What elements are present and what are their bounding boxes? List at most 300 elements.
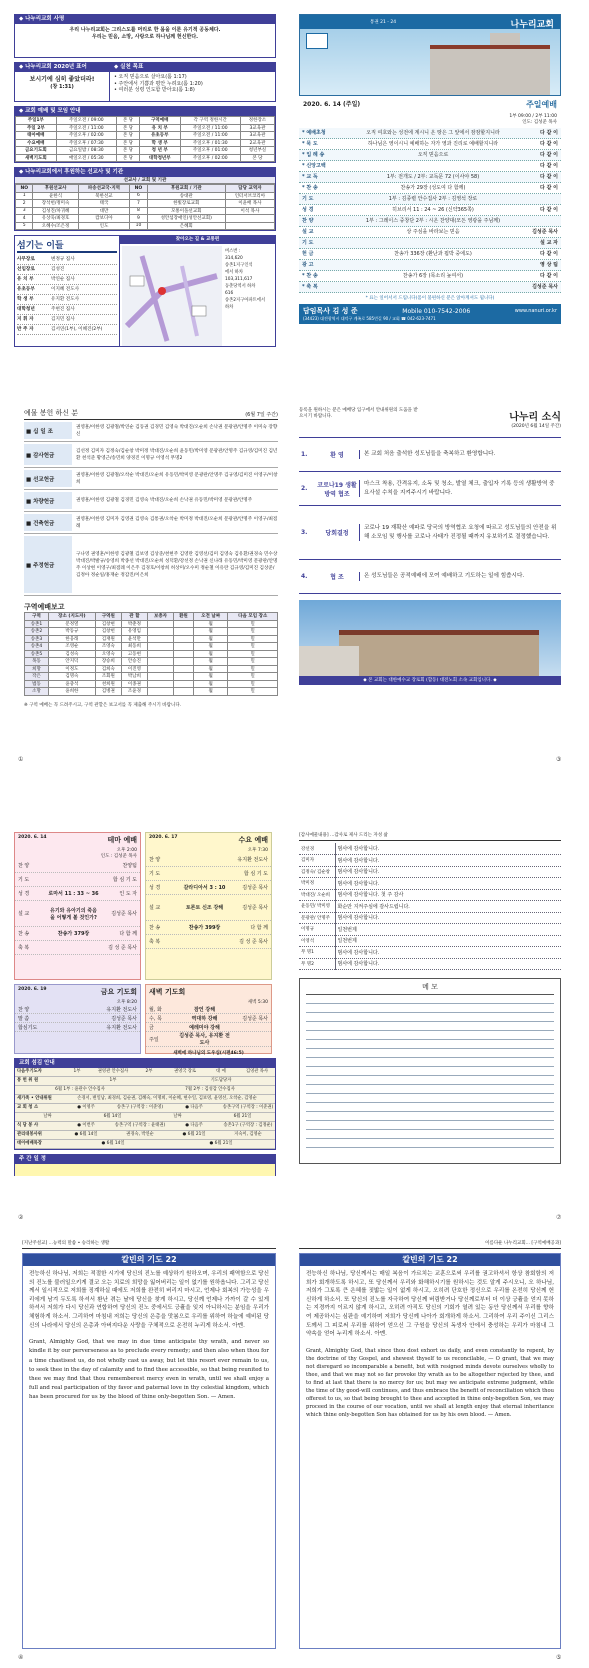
mission-cell: 캄보디아	[78, 215, 130, 223]
staff-row	[17, 325, 117, 335]
cell-value: 월	[193, 665, 228, 673]
order-person: 다 같 이	[540, 185, 558, 191]
box-line	[15, 887, 140, 901]
worship-cell: 주일오전 / 11:00	[56, 124, 116, 132]
news-body: 코로나 19 재확산 예파로 당국의 방역협조 요청에 따르고 성도님들의 안전을 위해 소모임 및 행사를 코로나 사태가 진정될 때까지 유보하기로 결정했습니다.	[359, 524, 559, 541]
cell-value: 송촌3	[25, 635, 49, 643]
box-line-label: 축 복	[18, 945, 30, 951]
news-heading: 당회결정	[325, 530, 349, 537]
worship-table	[15, 116, 275, 162]
box-line	[146, 1014, 271, 1023]
mission-cell: 4	[16, 215, 33, 223]
staff-role: 사무장로	[17, 257, 35, 262]
cell-value: 박남희	[121, 673, 147, 681]
motto-text: 보시기에 심히 좋았더라!	[29, 76, 95, 83]
worship-cell: 본 당	[116, 154, 139, 162]
cell-value: 밀	[228, 658, 278, 666]
thanks-row	[299, 924, 561, 936]
cell-row	[25, 643, 278, 651]
cell-value: 밀	[228, 620, 278, 628]
thanks-name: 김정숙/ 김순창	[299, 866, 335, 878]
order-content: 오직 여호와는 성전에 계시니 온 땅은 그 앞에서 잠잠할지니라	[366, 130, 500, 136]
prayer-left-english: Grant, Almighty God, that we may in due time anticipate thy wrath, and never so kindle it by our perverseness as to preclude every remedy; and then also when thou for a time chastisest us, do not wholly cast us away, but let this resort ever remain to us, to seek thee in the day of calamity and to find thee accessible, so that being reunited to thee we may find that thou rememberest mercy even in wrath, until we shall enjoy a full and real participation of thy favor and paternal love in thy celestial kingdom, which has been procured for us by the blood of thine only-begotten Son. — Amen.	[29, 1339, 269, 1401]
cell-value: 법동	[25, 680, 49, 688]
order-person: 김성준 목사	[532, 229, 558, 235]
serve-cell: 권영관 안수집사	[97, 1069, 129, 1074]
memo-lines	[306, 995, 554, 1148]
thanks-name: 이영석	[299, 935, 335, 947]
serve-cell: 송촌1구 (구역장 : 김정운)	[223, 1123, 273, 1128]
box-leader: 인도 : 김성준 목사	[100, 854, 137, 859]
box-line-label: 찬 양	[18, 1006, 30, 1013]
cell-value: 김성숙	[48, 650, 95, 658]
church-logo	[306, 33, 328, 49]
serve-row	[15, 1113, 275, 1122]
mission-row	[16, 222, 275, 230]
thanks-reason: 범사에 감사합니다.	[335, 843, 561, 855]
thanks-reason: 범사에 감사합니다.	[335, 958, 561, 970]
box-line	[15, 1023, 140, 1032]
thanks-row	[299, 878, 561, 890]
church-name: 나누리교회	[510, 20, 554, 30]
standing-note: * 표는 일어서서 드립니다(몸이 불편하신 분은 앉아계셔도 됩니다)	[365, 296, 495, 301]
serve-cell: 대 예	[216, 1069, 226, 1074]
issue-number: 통권 21 - 24	[370, 20, 397, 25]
order-item: 광 고	[302, 262, 314, 268]
news-body: 마스크 착용, 간격유지, 소독 및 청소, 발열 체크, 출입자 기록 등의 생활방역 중요사설 수칙을 지켜주시기 바랍니다.	[359, 480, 559, 497]
service-date: 2020. 6. 14 (주일)	[303, 101, 361, 108]
thanks-name: 강선경	[299, 843, 335, 855]
box-line-label: 합심기도	[18, 1024, 38, 1031]
mission-cell	[225, 215, 274, 223]
cell-value	[174, 650, 194, 658]
box-line	[15, 927, 140, 941]
staff-row	[17, 255, 117, 265]
order-row	[299, 227, 561, 238]
memo-line	[306, 1004, 554, 1013]
section-bar-motto: ◆ 나누리교회 2020년 표어	[15, 63, 109, 72]
cell-value: 월	[193, 680, 228, 688]
box-header	[15, 985, 140, 999]
mission-cell: 이윤배 목사	[225, 200, 274, 208]
box-line-person: 유지환 전도사	[106, 1024, 137, 1031]
mission-cell: 태국	[78, 200, 130, 208]
thanks-reason: 일천번제	[335, 924, 561, 936]
order-content	[347, 260, 519, 270]
bus-info-line: 버스번 :	[225, 249, 241, 254]
staff-name: 김성진	[51, 267, 65, 272]
box-line-content: 역대하 강해	[191, 1015, 218, 1022]
cell-value: 조영순	[48, 643, 95, 651]
serve-cell: 식 당 봉 사	[17, 1123, 39, 1128]
dawn-prayer-box	[145, 984, 272, 1054]
box-line-person: 다 함 께	[119, 931, 137, 937]
page-number: ⑤	[556, 1654, 562, 1661]
prayer-right-english: Grant, Almighty God, that since thou dost exhort us daily, and even constantly to repent, by the doctrine of thy Gospel, and shewest thyself to us reconcilable, — O grant, that we may not disregard so incomparable a benefit, but with resigned minds devote ourselves wholly to thee, and that we may not so far provoke thy wrath as to be altogether rejected by thee, and to find at last that there is no mercy for us; but may we anticipate extreme judgment, while the time of thy good-will continues, and thus embrace the benefit of reconciliation which thou offerest to us, so that being brought to thee and accepted in thine only-begotten Son, we may proceed in the course of our vocation, until we shall at length enjoy that eternal inheritance which thine only-begotten Son has obtained for us by his own blood. — Amen.	[306, 1347, 554, 1418]
bus-info-line: 송촌1지구인석	[225, 263, 253, 268]
offering-title: 예물 봉헌 하신 분	[24, 409, 79, 417]
box-line-content: 잠언 강해	[193, 1006, 216, 1013]
prayer-right-korean: 전능하신 하나님, 당신께서는 매일 복음이 가르치는 교훈으로써 우리를 권고하셔서 항상 참회함의 저희가 회개하도록 하시고, 또 당신께서 우리와 화해하시기를 원하시는 것도 알게 주시오니, 오 하나님, 저희가 그토록 큰 은혜를 짓밟는 일이 없게 하시고, 오히려 단호한 정신으로 우리를 온전히 당신께 헌신하게 하소서. 또 당신의 진노를 자극하여 당신께 버림받거나 당신께로부터 더 이상 긍휼을 얻지 못하는 지경까지 이르지 않게 하시고, 오히려 아직도 당신의 기회가 열려 있는 동안 당신께서 우리를 향하여 제공하시는 심판을 예기하며 저희가 당신께 나아가 회개하게 하소서. 그리하여 우리 주이신 그리스도께서 그 피로써 우리를 위하여 얻으신 그 구원을 당신의 독생자 안에서 충성하는 우리가 마침내 그 약속을 얻어 누리게 하소서. 아멘.	[306, 1271, 554, 1338]
cell-value: 송촌2	[25, 628, 49, 636]
mission-cell	[225, 222, 274, 230]
order-person: 다 같 이	[540, 207, 558, 213]
cell-footnote: ※ 구역 예배는 꼭 드려주시고, 구역 관할은 보고서를 꼭 제출해 주시기 바랍니다.	[24, 702, 182, 708]
order-item: 기 도	[302, 196, 314, 202]
news-heading: 환 영	[330, 452, 344, 459]
box-line	[146, 1005, 271, 1014]
box-line	[15, 873, 140, 887]
memo-line	[306, 1112, 554, 1121]
box-line	[146, 867, 271, 881]
thanks-reason: 범사에 감사합니다.	[335, 947, 561, 959]
box-line-content: 김성준 목사, 유지환 전도사	[179, 1033, 230, 1046]
worship-cell: 2교육관	[240, 139, 274, 147]
order-person: 다 같 이	[540, 141, 558, 147]
cell-value: 오영숙	[95, 650, 121, 658]
worship-row	[16, 139, 275, 147]
bus-info-line: 에서 하차	[225, 270, 243, 275]
box-footer: 새벽에 하나님의 도우심(시편46:5)	[173, 1051, 244, 1056]
news-date: (2020년 6월 14일 주간)	[511, 424, 561, 429]
news-number: 2.	[301, 485, 308, 492]
mission-col-header: 후원선교사	[33, 185, 78, 193]
serve-table	[15, 1068, 275, 1149]
cell-value: 월	[193, 650, 228, 658]
offering-row	[24, 442, 278, 468]
box-line-content: 예레미야 강해	[189, 1024, 220, 1031]
section-bar-vision: ◆ 나누리교회 사명	[15, 15, 275, 24]
mission-cell: 3	[16, 207, 33, 215]
mission-cell: 은혜회	[147, 222, 225, 230]
cell-value	[147, 658, 173, 666]
box-line	[146, 881, 271, 895]
order-row	[299, 282, 561, 293]
cell-value: 이종권	[121, 680, 147, 688]
cell-col-header: 관 할	[121, 613, 147, 621]
order-row	[299, 161, 561, 172]
order-row	[299, 172, 561, 183]
worship-cell: 새벽기도회	[16, 154, 57, 162]
worship-cell: 본 당	[240, 154, 274, 162]
offering-type: ■ 건축헌금	[24, 514, 72, 531]
thanks-row	[299, 855, 561, 867]
box-title: 새벽 기도회	[149, 988, 186, 996]
cell-row	[25, 688, 278, 696]
page-number: ④	[18, 1654, 24, 1661]
mission-cell: 성안섬장애인(성안선교회)	[147, 215, 225, 223]
worship-row	[16, 132, 275, 140]
order-content	[347, 161, 519, 171]
box-line-content: 갈라디아서 3 : 10	[183, 885, 226, 891]
cell-value: 송촌1	[25, 620, 49, 628]
order-row	[299, 205, 561, 216]
cell-value: 월	[193, 628, 228, 636]
service-title: 주일예배	[526, 100, 557, 109]
memo-line	[306, 995, 554, 1004]
cell-value: 김창현	[95, 620, 121, 628]
offering-names: 권영훈/이한영 김광철 김경민 김영숙 박대진/오순희 손낙권 유동민/박미영 문광관/안명주	[76, 498, 253, 503]
cell-value	[147, 628, 173, 636]
cell-value: 유영임	[121, 628, 147, 636]
serve-row	[15, 1140, 275, 1149]
church-map	[122, 246, 222, 346]
memo-line	[306, 1085, 554, 1094]
worship-cell: 본 당	[116, 139, 139, 147]
cell-value: 작은	[25, 673, 49, 681]
order-row	[299, 139, 561, 150]
offering-date: (6월 7일 주간)	[245, 412, 278, 418]
worship-row	[16, 154, 275, 162]
church-address: (34423) 대전광역시 대덕구 계족로 585번길 90 / 교회 ☎ 042-623-7471	[303, 316, 436, 321]
serve-cell: ● 다음주	[185, 1105, 203, 1110]
box-line-person: 김 성 준 목사	[108, 945, 137, 951]
worship-cell: 수요예배	[16, 139, 57, 147]
box-line-person: 김성준 목사	[242, 905, 268, 911]
box-time: 새벽 5:30	[247, 1000, 268, 1005]
box-line-person: 합 심 기 도	[112, 877, 137, 883]
page-schedule	[14, 832, 276, 1212]
worship-cell: 정한장소	[240, 117, 274, 125]
box-line-label: 찬 송	[18, 931, 30, 937]
thanks-reason: 범사에 감사합니다.	[335, 855, 561, 867]
serve-cell: 다음주기도자	[17, 1069, 42, 1074]
serve-cell: 기도담당자	[210, 1078, 232, 1083]
cell-col-header: 환원	[174, 613, 194, 621]
box-header	[146, 985, 271, 999]
box-line-person: 김성준 목사	[111, 1015, 137, 1022]
photo-caption: ◆ 본 교회는 대한예수교 장로회 (합동) 대전노회 소속 교회입니다. ◆	[299, 676, 561, 685]
box-line	[15, 859, 140, 873]
serve-title: 교회 섬김 안내	[15, 1059, 275, 1068]
staff-row	[17, 285, 117, 295]
cell-value	[147, 650, 173, 658]
serve-row	[15, 1077, 275, 1086]
thanks-name: 윤동민/ 박미영	[299, 901, 335, 913]
thanks-table	[299, 843, 561, 970]
box-title: 금요 기도회	[100, 988, 137, 996]
cell-value: 김병권	[95, 688, 121, 696]
offering-names: 김선정 김미자 김정숙/김순창 박미정 박대진/오순희 윤동민/박미영 문광관/안명주 김규영/김미진 김년환 천석준 황영근/송민희 양경진 이명규 이영석 무명2	[76, 448, 278, 461]
news-number: 1.	[301, 451, 308, 458]
cell-value: 밀	[228, 665, 278, 673]
box-line	[146, 895, 271, 921]
serve-row	[15, 1086, 275, 1095]
bus-info-line: 103,311,617	[225, 277, 253, 282]
news-item	[299, 506, 561, 560]
mission-row	[16, 215, 275, 223]
worship-cell: 태아예배	[16, 132, 57, 140]
box-line-label: 성 경	[149, 885, 161, 891]
order-item: 성 경	[302, 207, 314, 213]
worship-row	[16, 124, 275, 132]
serve-cell: ● 이영주	[77, 1105, 95, 1110]
mission-col-header: NO	[16, 185, 33, 193]
memo-line	[306, 1076, 554, 1085]
cell-row	[25, 650, 278, 658]
worship-cell: 본 당	[116, 117, 139, 125]
box-line	[15, 1005, 140, 1014]
thanks-row	[299, 866, 561, 878]
mission-cell: 9	[130, 215, 147, 223]
offering-names: 권영훈/이한영 김미자 김영권 김영숙 김통권/오착순 박미정 박대진/오순희 문광관/안명주 이영구/최점례	[76, 516, 278, 529]
news-title: 나누리 소식	[509, 412, 561, 423]
mission-cell: 8	[130, 207, 147, 215]
mission-cell: 모퉁이돌선교회	[147, 207, 225, 215]
mission-cell: 오혜수/조은정	[33, 222, 78, 230]
section-bar-worship: ◆ 교회 예배 및 모임 안내	[15, 107, 275, 116]
serve-row	[15, 1104, 275, 1113]
order-content	[347, 282, 519, 292]
worship-cell: 본 당	[116, 132, 139, 140]
staff-row	[17, 305, 117, 315]
mission-cell: 7	[130, 200, 147, 208]
worship-cell: 매일오전 / 05:30	[56, 154, 116, 162]
order-item: 찬 양	[302, 218, 314, 224]
memo-line	[306, 1058, 554, 1067]
serve-row	[15, 1095, 275, 1104]
box-line-label: 기 도	[149, 871, 161, 877]
cell-value: 월	[193, 688, 228, 696]
cell-value: 안승진	[121, 658, 147, 666]
mission-row	[16, 207, 275, 215]
box-line-content: 유기와 유아기의 죽음을 어떻게 볼 것인가?	[50, 907, 97, 921]
thanks-row	[299, 935, 561, 947]
serve-cell: 송촌구역 (구역장 : 윤태권)	[114, 1123, 166, 1128]
order-row	[299, 216, 561, 227]
cell-col-header: 구역원	[95, 613, 121, 621]
offering-type: ■ 선교헌금	[24, 470, 72, 487]
offering-row	[24, 490, 278, 512]
pastor-mobile: Mobile 010-7542-2006	[402, 307, 471, 315]
cell-row	[25, 628, 278, 636]
mission-cell: 6	[130, 192, 147, 200]
worship-cell: 주일1부	[16, 117, 57, 125]
worship-cell: 구역예배	[139, 117, 180, 125]
order-row	[299, 249, 561, 260]
goal-item: • 오직 믿음으로 살아요(롬 1:17)	[114, 74, 187, 80]
cell-value: 조회원	[95, 673, 121, 681]
cell-row	[25, 673, 278, 681]
offering-type: ■ 감사헌금	[24, 444, 72, 465]
serve-cell: ● 6월 21일	[209, 1141, 233, 1146]
box-time: 오후 2:00	[116, 848, 137, 853]
thanks-row	[299, 843, 561, 855]
order-row	[299, 183, 561, 194]
thanks-row	[299, 889, 561, 901]
serve-cell: ● 다음주	[185, 1123, 203, 1128]
cell-value	[147, 643, 173, 651]
news-heading: 협 조	[330, 574, 344, 581]
website-link[interactable]: www.nanuri.or.kr	[514, 308, 557, 314]
staff-role: 대학청년	[17, 307, 35, 312]
worship-cell: 학 생 부	[139, 139, 180, 147]
box-line-label: 설 교	[18, 911, 30, 917]
page-offerings	[24, 408, 278, 760]
serve-cell: 손경서, 변일남, 최경희, 김순권, 김혜숙, 이명희, 이순혜, 현수일, 김보영, 윤영선, 오착순, 김영순	[77, 1096, 257, 1101]
serve-cell: 김영관 목사	[245, 1069, 269, 1074]
order-person: 다 같 이	[540, 251, 558, 257]
memo-line	[306, 1031, 554, 1040]
cell-value: 한웅래	[48, 635, 95, 643]
box-date: 2020. 6. 19	[18, 987, 47, 992]
thanks-name: 박미정	[299, 878, 335, 890]
prayer-left-title: 칼빈의 기도 22	[23, 1254, 275, 1266]
box-line-label: 찬 양	[149, 857, 161, 863]
cell-value: 송촌4	[25, 643, 49, 651]
order-content: 1부: 전개도 / 2부: 교독문 72 (이사야 58)	[386, 174, 480, 180]
thanks-name: 문광관/ 안명주	[299, 912, 335, 924]
worship-cell: 유초등부	[139, 132, 180, 140]
cell-value: 김희숙	[95, 665, 121, 673]
bus-info-line: 616	[225, 291, 234, 296]
cell-col-header: 보충자	[147, 613, 173, 621]
memo-line	[306, 1139, 554, 1148]
cell-value	[147, 665, 173, 673]
mission-cell: 2	[16, 200, 33, 208]
box-line	[146, 935, 271, 949]
thanks-title: [감사예물내용] ...감사로 제사 드리는 자성 삶	[299, 832, 561, 841]
order-person	[519, 216, 561, 226]
offering-names: 권영훈/이한영 김광철/박연순 김동권 김경민 김영숙 박대진/오순희 손낙권 문광관/안명주 이미숙 장향신	[76, 424, 278, 437]
memo-line	[306, 1022, 554, 1031]
offering-row	[24, 512, 278, 534]
worship-cell: 주일오후 / 02:00	[56, 132, 116, 140]
serve-cell: ● 6월 14일	[74, 1132, 98, 1137]
box-time: 오후 7:30	[247, 848, 268, 853]
prayer-left-korean: 전능하신 하나님, 저희는 적절한 시기에 당신의 진노를 예상하기 원하오며, 우리의 패역함으로 당신의 진노를 불러일으키게 결코 오는 치료의 희망을 잃어버리는 일이 없기를 원하옵니다. 그리고 당신께서 일시적으로 저희를 징계하실 때에도 저희를 완전히 버리지 마시고, 언제나 회복의 가능성을 우리에게 남겨 두도록 하셔서 환난 겪는 날에 당신을 찾게 하시고, 당신께 언제나 가까이 갈 수 있게 하셔서 저희가 다시 당신과 연합하여 당신의 진노 중에서도 긍휼을 잊지 아니하시는 분임을 우리가 체험하게 하소서. 그리하여 마침내 저희는 당신의 은총을 맛봄으로 우리를 위하여 하늘에 예비된 당신의 나라에서 당신의 은총과 아버지다운 사랑을 구체적으로 온전히 누리게 하소서. 아멘.	[29, 1271, 269, 1329]
register-intro: 등록을 원하시는 분은 예배당 입구에서 안내위원의 도움을 받으시기 바랍니다.	[299, 408, 418, 419]
thanks-row	[299, 958, 561, 970]
worship-cell: 본 당	[116, 147, 139, 155]
order-item: * 축 복	[302, 284, 318, 290]
box-line-label: 축 복	[149, 939, 161, 945]
cell-value	[174, 665, 194, 673]
mission-cell: 장석헌/정미숙	[33, 200, 78, 208]
order-person: 다 같 이	[540, 130, 558, 136]
order-item: * 찬 송	[302, 185, 318, 191]
cell-row	[25, 635, 278, 643]
order-item: * 입 례 송	[302, 152, 325, 158]
news-number: 4.	[301, 573, 308, 580]
box-line-person: 김 성 준 목사	[239, 939, 268, 945]
cell-report-title: 구역예배보고	[24, 603, 65, 611]
offering-names: 권영훈/이한영 김광철/오착순 박대진/오순희 유동민/박미영 문광관/안명주 김규영/김미진 이영구/이창희	[76, 472, 278, 485]
offering-row	[24, 534, 278, 596]
staff-name: 유지환 전도사	[51, 297, 80, 302]
church-building-photo	[299, 600, 561, 676]
serve-cell: 1부	[109, 1078, 117, 1083]
worship-cell: 3교육관	[240, 132, 274, 140]
mission-col-header: 파송선교국·지역	[78, 185, 130, 193]
thanks-row	[299, 912, 561, 924]
box-line-label: 주일	[149, 1036, 159, 1043]
worship-cell: 청 년 부	[139, 147, 180, 155]
cell-report-table	[24, 612, 278, 696]
box-line	[146, 1032, 271, 1047]
worship-cell: 유 치 부	[139, 124, 180, 132]
thanks-reason: 일천번제	[335, 935, 561, 947]
memo-line	[306, 1094, 554, 1103]
worship-cell: 금요일밤 / 08:30	[56, 147, 116, 155]
mission-cell: 대만	[78, 207, 130, 215]
prayer-right-header: 이름다운 나누리교회... [구역예배공과]	[299, 1240, 561, 1249]
serve-cell: ● 6월 21일	[182, 1132, 206, 1137]
offering-row	[24, 420, 278, 442]
cell-value: 조영숙	[95, 643, 121, 651]
cell-value: 송촌5	[25, 650, 49, 658]
mission-cell: 5	[16, 222, 33, 230]
